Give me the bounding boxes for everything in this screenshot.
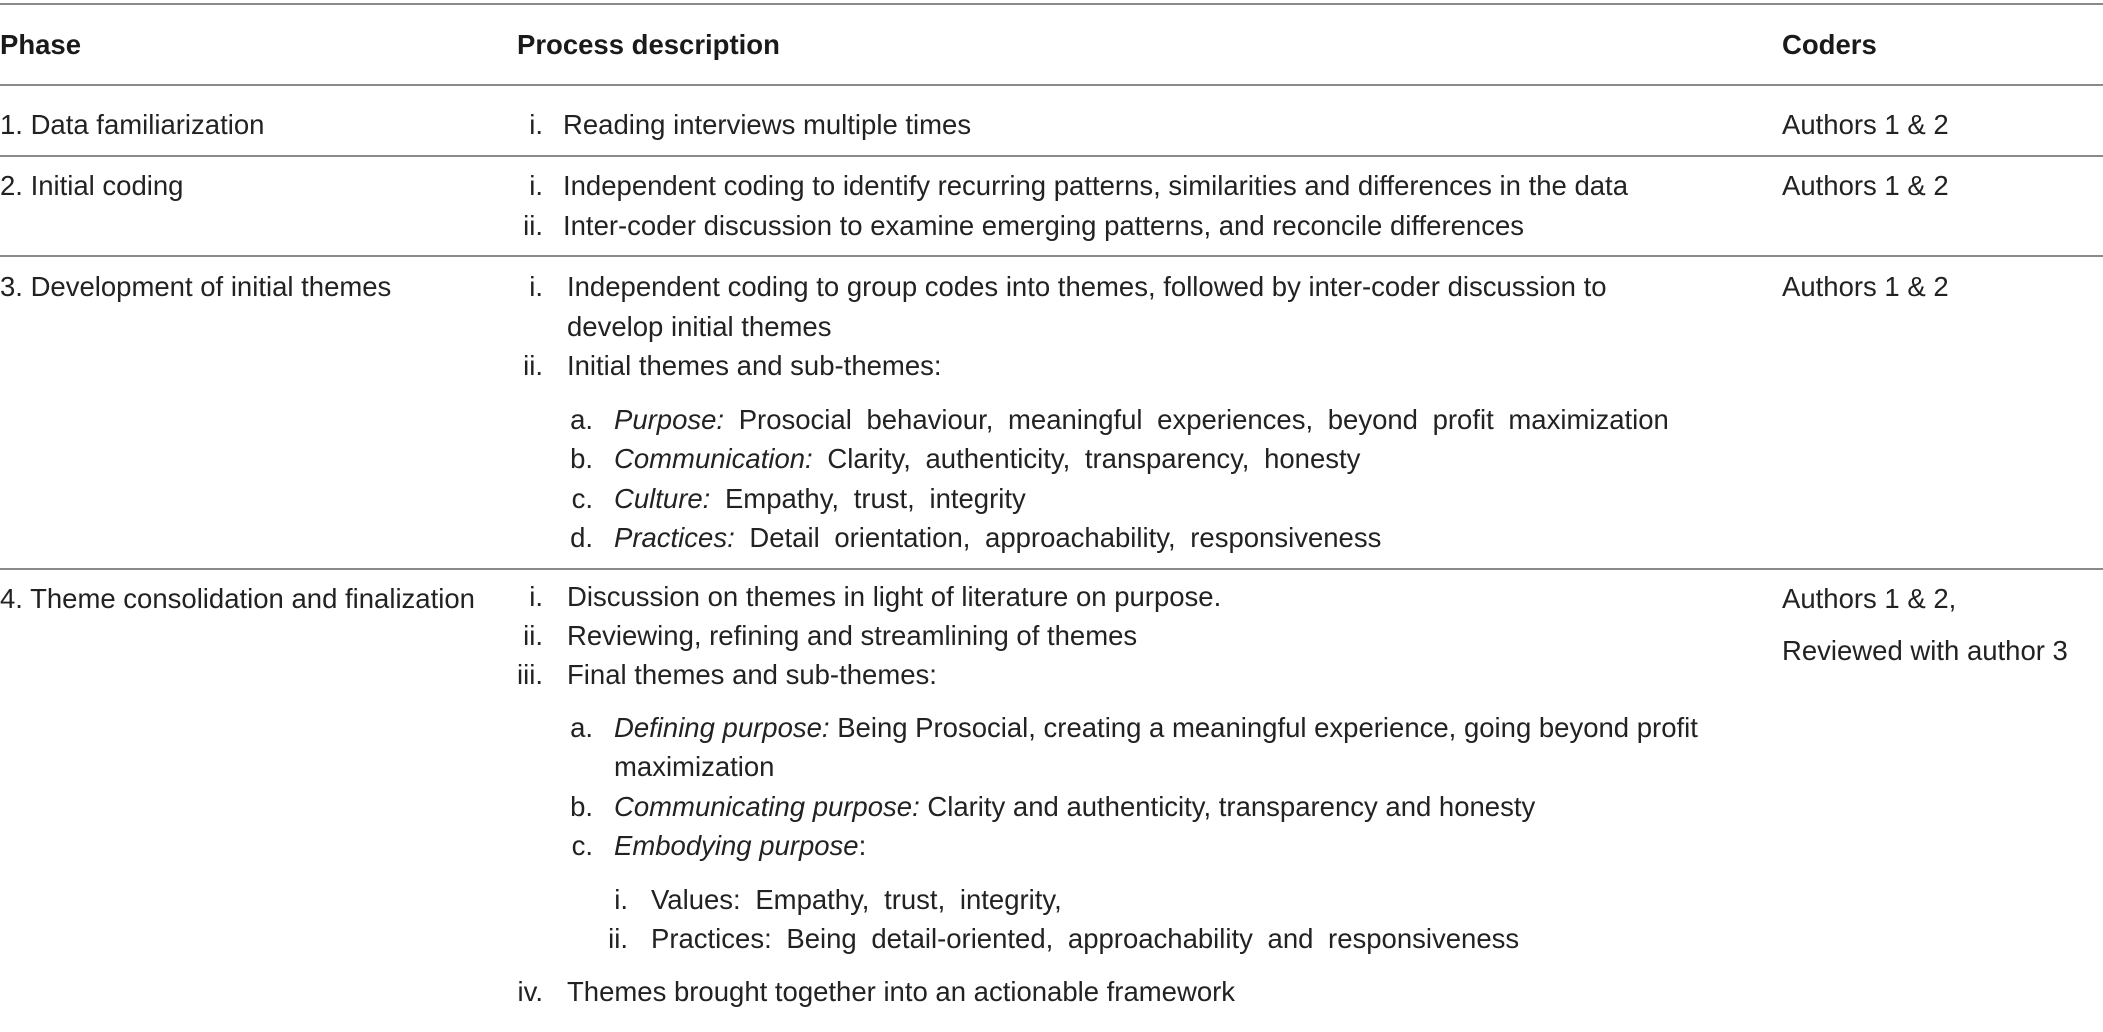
coders-cell: Authors 1 & 2 [1782,170,1949,201]
subitem-label: Communication: [614,443,813,474]
item-number: iii. [517,659,543,690]
subitem-text-continued: maximization [614,751,775,782]
subitem [614,400,1669,440]
coders-cell: Authors 1 & 2, [1782,583,1957,614]
item-number: i. [529,170,543,201]
subitem [614,518,1381,558]
subitem-text: Being Prosocial, creating a meaningful experience, going beyond profit [837,712,1698,743]
phase-cell: 1. Data familiarization [0,109,265,140]
item-number: i. [529,271,543,302]
subitem [614,708,1698,748]
subitem-text: Empathy, trust, integrity [724,483,1026,514]
subitem-number: a. [570,404,593,435]
phase-cell: 4. Theme consolidation and finalization [0,583,475,614]
item-number: i. [529,581,543,612]
subitem-number: d. [570,522,593,553]
item-text: Independent coding to identify recurring patterns, similarities and differences in the data [563,170,1628,201]
row-divider [0,155,2103,157]
subitem-text: Detail orientation, approachability, responsiveness [749,522,1382,553]
subsubitem-text: Values: Empathy, trust, integrity, [651,884,1062,915]
row-divider [0,568,2103,570]
item-text: Reviewing, refining and streamlining of themes [567,620,1138,651]
item-number: ii. [523,350,543,381]
item-text: Discussion on themes in light of literature on purpose. [567,581,1222,612]
subitem-number: b. [570,791,593,822]
item-number: i. [529,109,543,140]
subitem-text: Clarity and authenticity, transparency and honesty [927,791,1536,822]
subitem [614,439,1360,479]
subitem-label: Defining purpose: [614,712,830,743]
phase-cell: 3. Development of initial themes [0,271,392,302]
subitem-text: Clarity, authenticity, transparency, honesty [827,443,1361,474]
subitem-number: c. [571,483,593,514]
subitem-label: Communicating purpose: [614,791,920,822]
item-text: Inter-coder discussion to examine emerging patterns, and reconcile differences [563,210,1524,241]
item-text: Initial themes and sub-themes: [567,350,942,381]
subsubitem-text: Practices: Being detail-oriented, approachability and responsiveness [651,923,1520,954]
table-top-rule [0,3,2103,5]
subitem [614,826,866,866]
header-process-description: Process description [517,29,780,60]
item-text: Reading interviews multiple times [563,109,972,140]
coders-cell: Authors 1 & 2 [1782,109,1949,140]
item-text-continued: develop initial themes [567,311,832,342]
subsubitem-number: i. [614,884,628,915]
item-number: iv. [517,976,543,1007]
item-number: ii. [523,620,543,651]
subitem [614,479,1026,519]
item-text: Final themes and sub-themes: [567,659,937,690]
row-divider [0,255,2103,257]
subitem-label: Purpose: [614,404,725,435]
item-text: Independent coding to group codes into themes, followed by inter-coder discussion to [567,271,1607,302]
coders-cell: Authors 1 & 2 [1782,271,1949,302]
subitem-label: Practices: [614,522,735,553]
item-text: Themes brought together into an actionable framework [567,976,1236,1007]
header-phase: Phase [0,29,82,60]
subitem [614,787,1535,827]
subsubitem-number: ii. [608,923,628,954]
phase-cell: 2. Initial coding [0,170,184,201]
subitem-text: Prosocial behaviour, meaningful experiences, beyond profit maximization [738,404,1669,435]
subitem-label: Culture: [614,483,711,514]
header-rule [0,84,2103,86]
header-coders: Coders [1782,29,1877,60]
item-number: ii. [523,210,543,241]
subitem-label: Embodying purpose [614,830,859,861]
coders-cell-continued: Reviewed with author 3 [1782,635,2068,666]
subitem-number: b. [570,443,593,474]
subitem-text: : [858,830,867,861]
subitem-number: c. [571,830,593,861]
subitem-number: a. [570,712,593,743]
